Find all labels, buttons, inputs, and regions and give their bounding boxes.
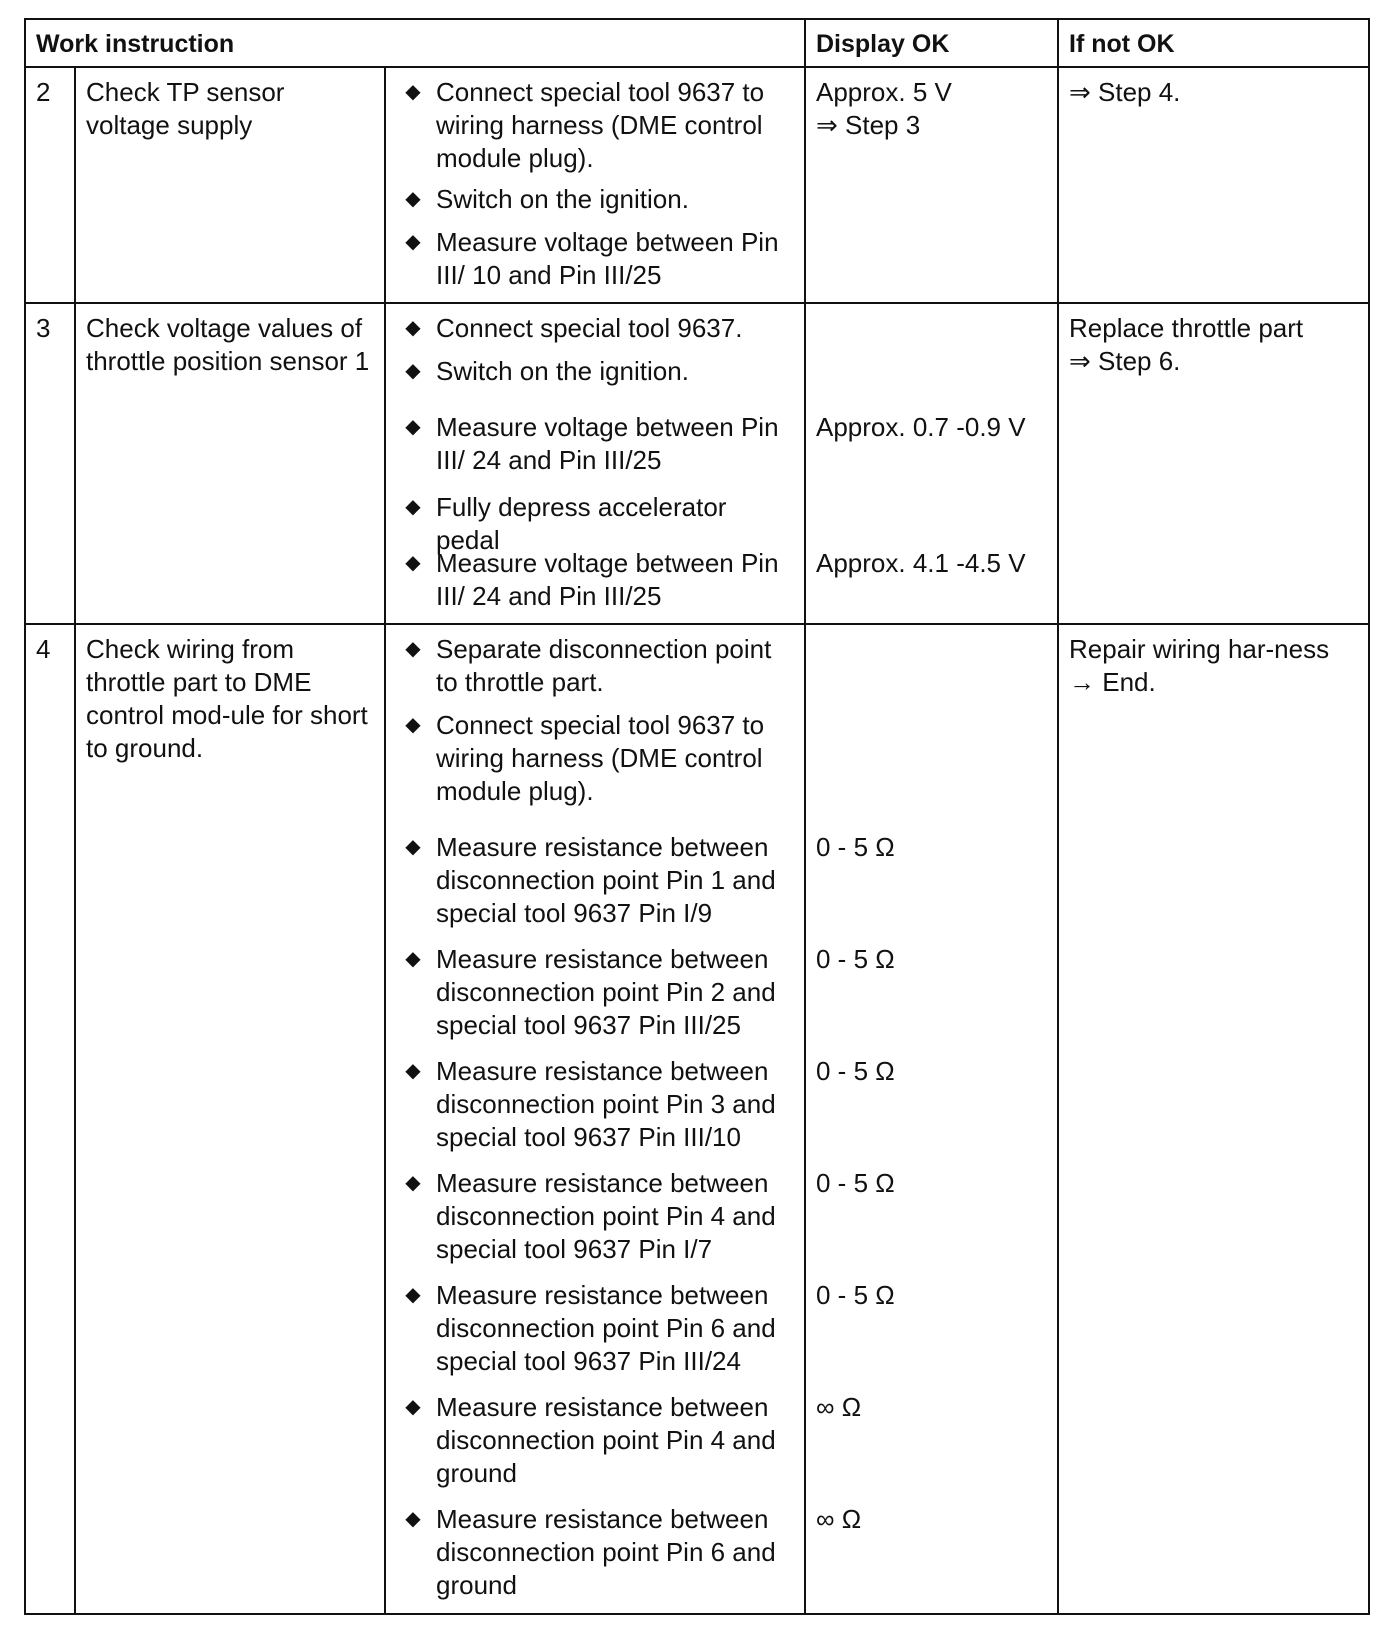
- display-value: ∞ Ω: [816, 1392, 862, 1422]
- display-value: [816, 304, 1049, 347]
- instruction-item: [396, 175, 796, 218]
- bullet-diamond-icon: ◆: [405, 1396, 421, 1418]
- instruction-text: Measure resistance between disconnection point Pin 6 and special tool 9637 Pin III/24: [436, 1280, 776, 1376]
- bullet-diamond-icon: ◆: [405, 836, 421, 858]
- bullet-diamond-icon: ◆: [405, 416, 421, 438]
- instruction-text: Measure voltage between Pin III/ 10 and Pin III/25: [436, 227, 779, 290]
- bullet-diamond-icon: ◆: [405, 638, 421, 660]
- display-value: Approx. 4.1 -4.5 V: [816, 548, 1026, 578]
- display-value: 0 - 5 Ω: [816, 1280, 895, 1310]
- bullet-diamond-icon: ◆: [405, 714, 421, 736]
- bullet-diamond-icon: ◆: [405, 231, 421, 253]
- display-ok-cell: [805, 303, 1058, 624]
- instruction-text: Measure resistance between disconnection point Pin 2 and special tool 9637 Pin III/25: [436, 944, 776, 1040]
- instruction-list: [385, 67, 805, 303]
- display-value: [816, 218, 1049, 292]
- display-value: [816, 625, 1049, 701]
- table-row: [25, 303, 1369, 624]
- table-row: [25, 67, 1369, 303]
- bullet-diamond-icon: ◆: [405, 81, 421, 103]
- if-not-ok-cell: ⇒ Step 4.: [1058, 67, 1369, 303]
- if-not-ok-cell: Replace throttle part ⇒ Step 6.: [1058, 303, 1369, 624]
- display-value: Approx. 0.7 -0.9 V: [816, 412, 1026, 442]
- display-value: [816, 701, 1049, 823]
- bullet-diamond-icon: ◆: [405, 1060, 421, 1082]
- instruction-text: Connect special tool 9637 to wiring harness (DME control module plug).: [436, 710, 765, 806]
- instruction-list: [385, 624, 805, 1614]
- instruction-item: [396, 403, 796, 483]
- instruction-item: [396, 1383, 796, 1495]
- instruction-item: [396, 823, 796, 935]
- instruction-item: [396, 1159, 796, 1271]
- table-header-row: [25, 19, 1369, 67]
- instruction-item: [396, 68, 796, 175]
- display-value: [816, 347, 1049, 403]
- bullet-diamond-icon: ◆: [405, 360, 421, 382]
- display-value: 0 - 5 Ω: [816, 1056, 895, 1086]
- step-number: 4: [25, 624, 75, 1614]
- header-if-not-ok: If not OK: [1058, 19, 1369, 67]
- step-number: 3: [25, 303, 75, 624]
- bullet-diamond-icon: ◆: [405, 1172, 421, 1194]
- instruction-item: [396, 1495, 796, 1603]
- display-ok-cell: [805, 67, 1058, 303]
- instruction-item: [396, 218, 796, 292]
- display-value: 0 - 5 Ω: [816, 944, 895, 974]
- instruction-text: Measure resistance between disconnection point Pin 4 and special tool 9637 Pin I/7: [436, 1168, 776, 1264]
- bullet-diamond-icon: ◆: [405, 1284, 421, 1306]
- bullet-diamond-icon: ◆: [405, 1508, 421, 1530]
- step-title: Check TP sensor voltage supply: [75, 67, 385, 303]
- instruction-text: Switch on the ignition.: [436, 184, 689, 214]
- instruction-text: Measure resistance between disconnection point Pin 1 and special tool 9637 Pin I/9: [436, 832, 776, 928]
- bullet-diamond-icon: ◆: [405, 188, 421, 210]
- instruction-text: Separate disconnection point to throttle part.: [436, 634, 772, 697]
- header-work-instruction: Work instruction: [25, 19, 805, 67]
- table-row: [25, 624, 1369, 1614]
- bullet-diamond-icon: ◆: [405, 948, 421, 970]
- instruction-text: Measure resistance between disconnection point Pin 4 and ground: [436, 1392, 776, 1488]
- instruction-text: Connect special tool 9637.: [436, 313, 743, 343]
- bullet-diamond-icon: ◆: [405, 552, 421, 574]
- instruction-item: [396, 701, 796, 823]
- instruction-text: Fully depress accelerator pedal: [436, 492, 727, 555]
- instruction-text: Measure voltage between Pin III/ 24 and Pin III/25: [436, 548, 779, 611]
- instruction-item: [396, 483, 796, 555]
- bullet-diamond-icon: ◆: [405, 317, 421, 339]
- instruction-text: Measure resistance between disconnection point Pin 3 and special tool 9637 Pin III/10: [436, 1056, 776, 1152]
- instruction-text: Measure voltage between Pin III/ 24 and Pin III/25: [436, 412, 779, 475]
- instruction-item: [396, 304, 796, 347]
- header-display-ok: Display OK: [805, 19, 1058, 67]
- work-instruction-table: [24, 18, 1370, 1615]
- instruction-item: [396, 935, 796, 1047]
- instruction-item: [396, 1047, 796, 1159]
- work-instruction-document: [24, 18, 1368, 1615]
- display-ok-cell: [805, 624, 1058, 1614]
- instruction-text: Connect special tool 9637 to wiring harness (DME control module plug).: [436, 77, 765, 173]
- step-number: 2: [25, 67, 75, 303]
- bullet-diamond-icon: ◆: [405, 496, 421, 518]
- step-title: Check voltage values of throttle position sensor 1: [75, 303, 385, 624]
- display-value: [816, 175, 1049, 218]
- display-value: [816, 483, 1049, 539]
- instruction-item: [396, 1271, 796, 1383]
- display-value: Approx. 5 V ⇒ Step 3: [816, 77, 952, 140]
- step-title: Check wiring from throttle part to DME control mod-ule for short to ground.: [75, 624, 385, 1614]
- if-not-ok-cell: Repair wiring har-ness → End.: [1058, 624, 1369, 1614]
- instruction-item: [396, 539, 796, 613]
- instruction-text: Measure resistance between disconnection point Pin 6 and ground: [436, 1504, 776, 1600]
- instruction-text: Switch on the ignition.: [436, 356, 689, 386]
- display-value: 0 - 5 Ω: [816, 832, 895, 862]
- instruction-list: [385, 303, 805, 624]
- display-value: 0 - 5 Ω: [816, 1168, 895, 1198]
- instruction-item: [396, 347, 796, 403]
- instruction-item: [396, 625, 796, 701]
- display-value: ∞ Ω: [816, 1504, 862, 1534]
